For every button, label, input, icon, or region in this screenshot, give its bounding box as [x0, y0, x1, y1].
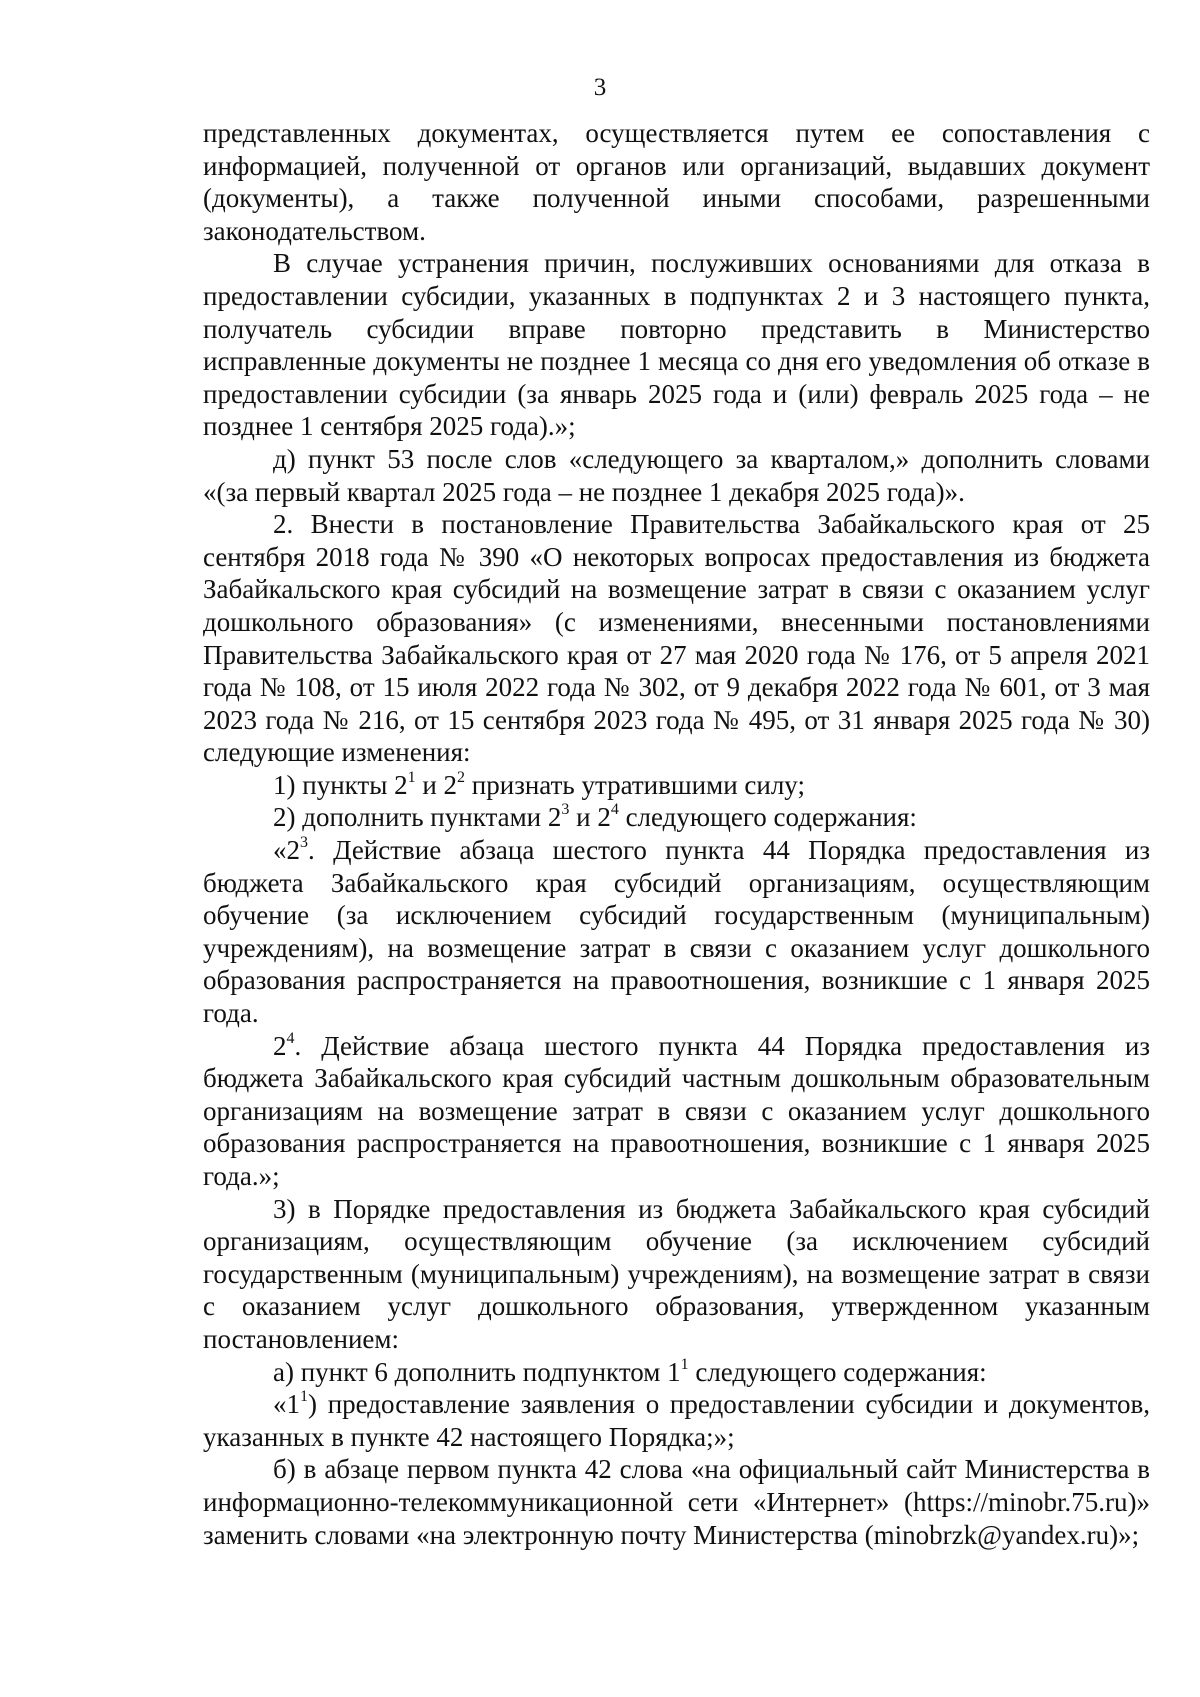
paragraph-point-1-1	[203, 1388, 1150, 1453]
paragraph-item-a	[203, 1356, 1150, 1389]
text-fragment: признать утратившими силу;	[465, 769, 805, 800]
text-fragment: и 2	[569, 802, 611, 833]
paragraph-subitem-3: 3) в Порядке предоставления из бюджета Забайкальского края субсидий организациям, осуществляющим обучение (за исключением субсидий государственным (муниципальным) учреждениям), на возмещение затрат в связи с оказанием услуг дошкольного образования, утвержденном указанным постановлением:	[203, 1193, 1150, 1354]
paragraph-subitem-2	[203, 801, 1150, 834]
paragraph-item-b: б) в абзаце первом пункта 42 слова «на официальный сайт Министерства в информационно-телекоммуникационной сети «Интернет» (https://minobr.75.ru)» заменить словами «на электронную почту Министерства (minobrzk@yandex.ru)»;	[203, 1454, 1150, 1550]
text-fragment: 2	[273, 1030, 287, 1061]
superscript: 1	[300, 1388, 308, 1406]
paragraph-point-2-3	[203, 834, 1150, 1030]
paragraph-subitem-1	[203, 769, 1150, 802]
text-fragment: ) предоставление заявления о предоставлении субсидии и документов, указанных в пункте 42 настоящего Порядка;»;	[203, 1389, 1150, 1452]
superscript: 3	[300, 834, 308, 852]
superscript: 4	[286, 1029, 295, 1047]
superscript: 2	[457, 768, 466, 786]
paragraph-correction-resubmission: В случае устранения причин, послуживших основаниями для отказа в предоставлении субсидии, указанных в подпунктах 2 и 3 настоящего пункта, получатель субсидии вправе повторно представить в Министерство исправленные документы не позднее 1 месяца со дня его уведомления об отказе в предоставлении субсидии (за январь 2025 года и (или) февраль 2025 года – не позднее 1 сентября 2025 года).»;	[203, 248, 1150, 442]
page-number: 3	[593, 74, 607, 101]
text-fragment: следующего содержания:	[618, 802, 917, 833]
text-fragment: «2	[273, 835, 300, 866]
superscript: 1	[680, 1355, 689, 1373]
text-fragment: 2) дополнить пунктами 2	[273, 802, 562, 833]
superscript: 3	[561, 801, 570, 819]
superscript: 4	[610, 801, 619, 819]
document-body	[203, 117, 1150, 1551]
paragraph-item-2-amendments: 2. Внести в постановление Правительства Забайкальского края от 25 сентября 2018 года № 390 «О некоторых вопросах предоставления из бюджета Забайкальского края субсидий на возмещение затрат в связи с оказанием услуг дошкольного образования» (с изменениями, внесенными постановлениями Правительства Забайкальского края от 27 мая 2020 года № 176, от 5 апреля 2021 года № 108, от 15 июля 2022 года № 302, от 9 декабря 2022 года № 601, от 3 мая 2023 года № 216, от 15 сентября 2023 года № 495, от 31 января 2025 года № 30) следующие изменения:	[203, 509, 1150, 768]
text-fragment: а) пункт 6 дополнить подпунктом 1	[273, 1356, 681, 1387]
text-fragment: и 2	[415, 769, 458, 800]
text-fragment: «1	[273, 1389, 300, 1420]
text-fragment: . Действие абзаца шестого пункта 44 Порядка предоставления из бюджета Забайкальского края субсидий частным дошкольным образовательным организациям на возмещение затрат в связи с оказанием услуг дошкольного образования распространяется на правоотношения, возникшие с 1 января 2025 года.»;	[203, 1030, 1150, 1191]
superscript: 1	[407, 768, 416, 786]
text-fragment: 1) пункты 2	[273, 769, 408, 800]
paragraph-item-d: д) пункт 53 после слов «следующего за кварталом,» дополнить словами «(за первый квартал 2025 года – не позднее 1 декабря 2025 года)».	[203, 443, 1150, 507]
paragraph-continuation: представленных документах, осуществляется путем ее сопоставления с информацией, полученной от органов или организаций, выдавших документ (документы), а также полученной иными способами, разрешенными законодательством.	[203, 118, 1150, 246]
paragraph-point-2-4	[203, 1030, 1150, 1193]
text-fragment: . Действие абзаца шестого пункта 44 Порядка предоставления из бюджета Забайкальского края субсидий организациям, осуществляющим обучение (за исключением субсидий государственным (муниципальным) учреждениям), на возмещение затрат в связи с оказанием услуг дошкольного образования распространяется на правоотношения, возникшие с 1 января 2025 года.	[203, 835, 1150, 1029]
text-fragment: следующего содержания:	[688, 1356, 987, 1387]
